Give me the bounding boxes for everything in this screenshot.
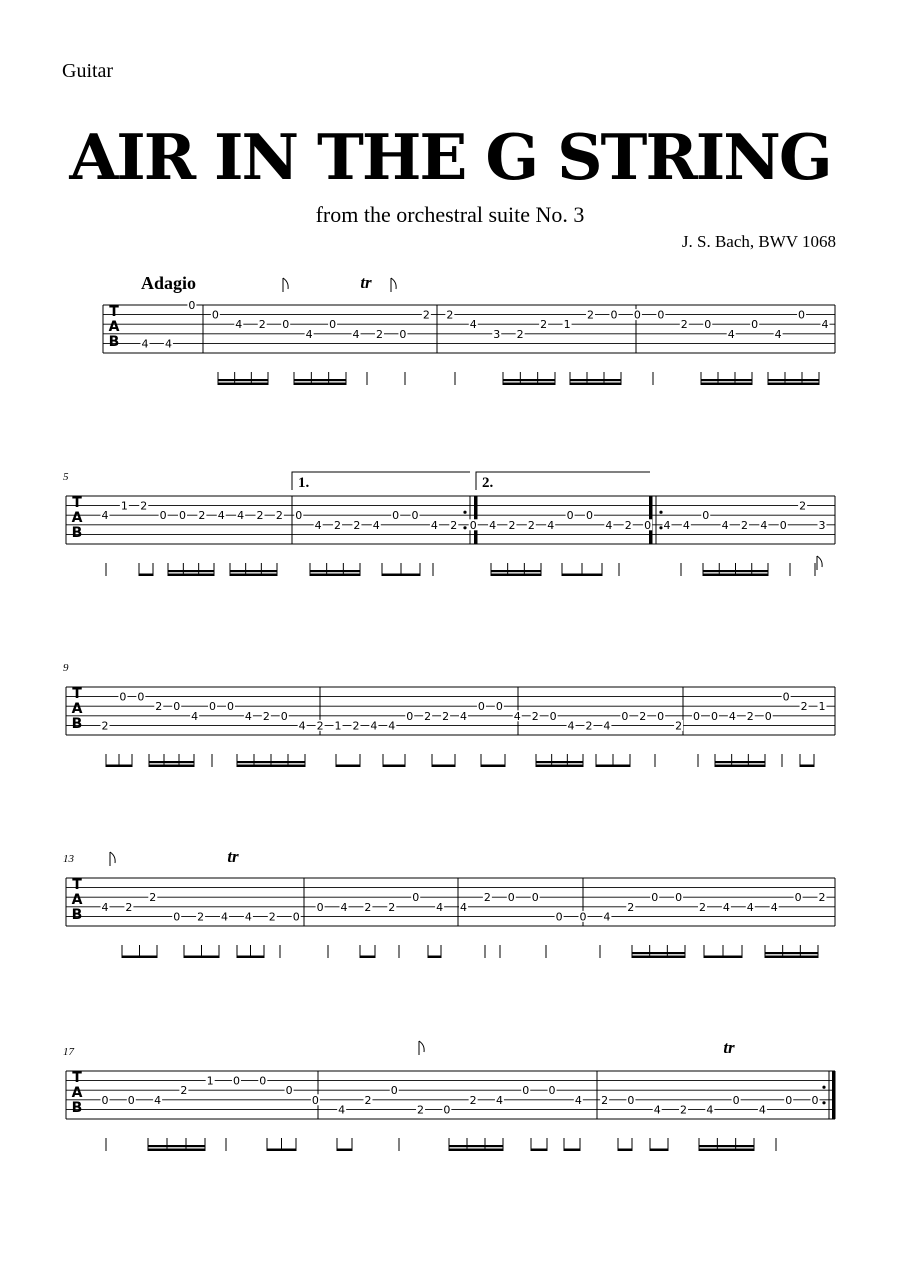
fret-number: 0 <box>610 308 618 322</box>
fret-number: 2 <box>375 327 383 341</box>
fret-number: 4 <box>460 900 467 914</box>
tab-clef-letter: B <box>71 907 83 923</box>
fret-number: 4 <box>770 900 778 914</box>
volta-bracket <box>476 472 650 490</box>
grace-note-flag <box>391 278 396 289</box>
fret-number: 2 <box>353 518 361 532</box>
rhythm-beam <box>267 1149 296 1152</box>
fret-number: 0 <box>411 509 419 523</box>
fret-number: 4 <box>221 910 228 924</box>
fret-number: 4 <box>235 318 243 332</box>
fret-number: 0 <box>693 709 701 723</box>
final-barline-thick <box>832 1071 836 1119</box>
grace-note-flag <box>817 556 822 567</box>
fret-number: 3 <box>818 518 826 532</box>
rhythm-beam <box>503 383 555 386</box>
fret-number: 4 <box>244 709 252 723</box>
tab-system <box>63 471 835 576</box>
rhythm-beam <box>632 952 685 954</box>
fret-number: 0 <box>119 690 127 704</box>
fret-number: 4 <box>370 719 378 733</box>
fret-number: 4 <box>340 900 348 914</box>
fret-number: 4 <box>774 327 782 341</box>
fret-number: 0 <box>782 690 790 704</box>
fret-number: 0 <box>127 1093 135 1107</box>
fret-number: 4 <box>217 509 225 523</box>
fret-number: 0 <box>282 318 290 332</box>
fret-number: 2 <box>450 518 458 532</box>
trill-mark: tr <box>723 1038 735 1057</box>
rhythm-beam <box>650 1149 668 1152</box>
fret-number: 2 <box>275 509 283 523</box>
tab-clef-letter: B <box>71 1100 83 1116</box>
rhythm-beam <box>618 1149 632 1152</box>
piece-subtitle: from the orchestral suite No. 3 <box>315 202 585 227</box>
fret-number: 2 <box>746 709 754 723</box>
fret-number: 0 <box>555 910 563 924</box>
rhythm-beam <box>562 574 602 577</box>
repeat-dot <box>822 1086 825 1089</box>
rhythm-beam <box>703 574 768 577</box>
repeat-dot <box>463 526 466 529</box>
composer-credit: J. S. Bach, BWV 1068 <box>681 232 836 251</box>
fret-number: 2 <box>818 891 826 905</box>
fret-number: 2 <box>531 709 539 723</box>
piece-title: AIR IN THE G STRING <box>69 120 831 194</box>
tab-clef-letter: T <box>72 686 82 702</box>
fret-number: 4 <box>305 327 313 341</box>
tab-clef-letter: T <box>72 495 82 511</box>
fret-number: 0 <box>495 700 503 714</box>
fret-number: 0 <box>566 509 574 523</box>
fret-number: 0 <box>651 891 659 905</box>
fret-number: 2 <box>101 719 109 733</box>
fret-number: 0 <box>522 1084 530 1098</box>
fret-number: 4 <box>682 518 690 532</box>
tab-clef-letter: T <box>109 304 119 320</box>
fret-number: 4 <box>244 910 252 924</box>
rhythm-beam <box>218 383 268 386</box>
rhythm-beam <box>337 1149 352 1152</box>
tab-clef-letter: B <box>108 334 120 350</box>
fret-number: 1 <box>334 719 342 733</box>
rhythm-beam <box>382 574 420 577</box>
fret-number: 0 <box>657 709 665 723</box>
fret-number: 2 <box>639 709 647 723</box>
fret-number: 0 <box>232 1074 240 1088</box>
fret-number: 4 <box>372 518 380 532</box>
fret-number: 0 <box>704 318 712 332</box>
fret-number: 2 <box>388 900 396 914</box>
measure-number: 9 <box>63 662 69 674</box>
tab-system <box>63 1046 836 1151</box>
rhythm-beam <box>449 1145 503 1147</box>
rhythm-beam <box>168 574 214 577</box>
rhythm-beam <box>564 1149 580 1152</box>
fret-number: 4 <box>821 318 829 332</box>
tab-clef-letter: A <box>71 1085 83 1101</box>
tab-system <box>63 853 835 958</box>
fret-number: 4 <box>141 337 149 351</box>
rhythm-beam <box>148 1145 205 1147</box>
fret-number: 0 <box>101 1093 109 1107</box>
fret-number: 4 <box>469 318 477 332</box>
fret-number: 2 <box>422 308 430 322</box>
rhythm-beam <box>336 765 360 768</box>
tab-clef-letter: B <box>71 716 83 732</box>
rhythm-beam <box>237 956 264 959</box>
trill-mark: tr <box>227 847 239 866</box>
fret-number: 0 <box>732 1093 740 1107</box>
fret-number: 4 <box>460 709 467 723</box>
volta-bracket <box>292 472 470 490</box>
fret-number: 0 <box>159 509 167 523</box>
fret-number: 4 <box>706 1103 714 1117</box>
fret-number: 0 <box>390 1084 398 1098</box>
fret-number: 0 <box>280 709 288 723</box>
fret-number: 0 <box>785 1093 793 1107</box>
fret-number: 0 <box>644 518 652 532</box>
rhythm-beam <box>768 383 819 386</box>
fret-number: 0 <box>764 709 772 723</box>
fret-number: 0 <box>285 1084 293 1098</box>
rhythm-beam <box>699 1145 754 1147</box>
fret-number: 0 <box>179 509 187 523</box>
tempo-marking: Adagio <box>141 273 197 293</box>
fret-number: 0 <box>548 1084 556 1098</box>
fret-number: 0 <box>702 509 710 523</box>
rhythm-beam <box>360 956 375 959</box>
fret-number: 0 <box>811 1093 819 1107</box>
fret-number: 4 <box>728 709 736 723</box>
fret-number: 4 <box>164 337 172 351</box>
rhythm-beam <box>701 379 752 381</box>
fret-number: 1 <box>563 318 571 332</box>
rhythm-beam <box>294 383 346 386</box>
tab-clef-letter: A <box>71 510 83 526</box>
rhythm-beam <box>704 956 742 959</box>
fret-number: 2 <box>627 900 635 914</box>
fret-number: 3 <box>493 327 501 341</box>
rhythm-beam <box>800 765 814 768</box>
fret-number: 1 <box>120 499 128 513</box>
fret-number: 2 <box>364 1093 372 1107</box>
fret-number: 4 <box>298 719 306 733</box>
rhythm-beam <box>632 956 685 959</box>
fret-number: 2 <box>483 891 491 905</box>
measure-number: 5 <box>63 471 69 483</box>
rhythm-beam <box>139 574 153 577</box>
grace-note-flag <box>283 278 288 289</box>
fret-number: 0 <box>406 709 414 723</box>
rhythm-beam <box>310 570 360 572</box>
fret-number: 0 <box>531 891 539 905</box>
fret-number: 2 <box>601 1093 609 1107</box>
fret-number: 4 <box>721 518 729 532</box>
fret-number: 4 <box>547 518 555 532</box>
fret-number: 2 <box>699 900 706 914</box>
tab-clef-letter: T <box>72 877 82 893</box>
fret-number: 0 <box>173 700 181 714</box>
fret-number: 4 <box>603 719 611 733</box>
rhythm-beam <box>184 956 219 959</box>
fret-number: 2 <box>624 518 632 532</box>
fret-number: 4 <box>567 719 575 733</box>
repeat-dot <box>659 511 662 514</box>
rhythm-beam <box>237 761 305 763</box>
fret-number: 0 <box>798 308 806 322</box>
fret-number: 2 <box>262 709 270 723</box>
fret-number: 2 <box>675 719 683 733</box>
tab-systems <box>63 273 836 1151</box>
fret-number: 2 <box>527 518 535 532</box>
rhythm-beam <box>765 956 818 959</box>
rhythm-beam <box>122 956 157 959</box>
rhythm-beam <box>106 765 132 768</box>
fret-number: 4 <box>154 1093 162 1107</box>
fret-number: 2 <box>140 499 148 513</box>
volta-label: 1. <box>298 475 310 491</box>
rhythm-beam <box>536 761 583 763</box>
fret-number: 0 <box>329 318 337 332</box>
fret-number: 4 <box>430 518 438 532</box>
fret-number: 4 <box>489 518 497 532</box>
fret-number: 1 <box>818 700 826 714</box>
tab-clef-letter: A <box>71 892 83 908</box>
tab-clef-letter: A <box>71 701 83 717</box>
fret-number: 2 <box>316 719 324 733</box>
rhythm-beam <box>596 765 630 768</box>
rhythm-beam <box>481 765 505 768</box>
instrument-name: Guitar <box>62 60 114 82</box>
fret-number: 2 <box>352 719 360 733</box>
fret-number: 0 <box>295 509 303 523</box>
fret-number: 2 <box>334 518 342 532</box>
fret-number: 4 <box>101 900 109 914</box>
trill-mark: tr <box>360 273 372 292</box>
fret-number: 4 <box>574 1093 582 1107</box>
rhythm-beam <box>310 574 360 577</box>
fret-number: 0 <box>173 910 181 924</box>
rhythm-beam <box>715 765 765 768</box>
fret-number: 2 <box>256 509 264 523</box>
fret-number: 1 <box>206 1074 214 1088</box>
fret-number: 2 <box>540 318 548 332</box>
fret-number: 4 <box>727 327 735 341</box>
fret-number: 2 <box>587 308 595 322</box>
fret-number: 4 <box>388 719 396 733</box>
fret-number: 0 <box>211 308 219 322</box>
fret-number: 2 <box>364 900 372 914</box>
fret-number: 4 <box>513 709 521 723</box>
fret-number: 2 <box>197 910 205 924</box>
fret-number: 4 <box>495 1093 503 1107</box>
fret-number: 4 <box>605 518 613 532</box>
fret-number: 4 <box>722 900 730 914</box>
rhythm-beam <box>570 379 621 381</box>
fret-number: 2 <box>680 318 688 332</box>
grace-note-flag <box>110 852 115 863</box>
tab-clef-letter: B <box>71 525 83 541</box>
rhythm-beam <box>237 765 305 768</box>
rhythm-beam <box>570 383 621 386</box>
rhythm-beam <box>432 765 455 768</box>
tab-clef-letter: T <box>72 1070 82 1086</box>
rhythm-beam <box>218 379 268 381</box>
fret-number: 0 <box>259 1074 267 1088</box>
repeat-dot <box>822 1101 825 1104</box>
fret-number: 0 <box>316 900 324 914</box>
tab-system <box>103 299 835 385</box>
measure-number: 13 <box>63 853 74 865</box>
fret-number: 4 <box>436 900 444 914</box>
rhythm-beam <box>149 765 194 768</box>
fret-number: 4 <box>314 518 322 532</box>
rhythm-beam <box>703 570 768 572</box>
fret-number: 2 <box>180 1084 188 1098</box>
rhythm-beam <box>383 765 405 768</box>
tab-clef-letter: A <box>108 319 120 335</box>
fret-number: 2 <box>149 891 157 905</box>
measure-number: 17 <box>63 1046 74 1058</box>
fret-number: 2 <box>417 1103 425 1117</box>
rhythm-beam <box>149 761 194 763</box>
fret-number: 0 <box>657 308 665 322</box>
fret-number: 4 <box>338 1103 346 1117</box>
fret-number: 2 <box>740 518 748 532</box>
fret-number: 0 <box>399 327 407 341</box>
rhythm-beam <box>765 952 818 954</box>
fret-number: 0 <box>710 709 718 723</box>
fret-number: 4 <box>746 900 754 914</box>
fret-number: 2 <box>800 700 808 714</box>
rhythm-beam <box>491 574 541 577</box>
rhythm-beam <box>168 570 214 572</box>
fret-number: 0 <box>226 700 234 714</box>
fret-number: 0 <box>412 891 420 905</box>
rhythm-beam <box>294 379 346 381</box>
fret-number: 0 <box>633 308 641 322</box>
rhythm-beam <box>531 1149 547 1152</box>
fret-number: 2 <box>268 910 276 924</box>
grace-note-flag <box>419 1041 424 1052</box>
fret-number: 0 <box>188 299 196 312</box>
fret-number: 0 <box>751 318 759 332</box>
fret-number: 2 <box>424 709 432 723</box>
fret-number: 0 <box>585 509 593 523</box>
fret-number: 4 <box>758 1103 766 1117</box>
fret-number: 0 <box>621 709 629 723</box>
fret-number: 0 <box>292 910 300 924</box>
fret-number: 4 <box>352 327 360 341</box>
fret-number: 0 <box>794 891 802 905</box>
fret-number: 0 <box>579 910 587 924</box>
repeat-dot <box>659 526 662 529</box>
fret-number: 2 <box>442 709 450 723</box>
fret-number: 0 <box>675 891 683 905</box>
fret-number: 0 <box>549 709 557 723</box>
fret-number: 4 <box>237 509 245 523</box>
fret-number: 4 <box>101 509 109 523</box>
fret-number: 0 <box>209 700 217 714</box>
fret-number: 4 <box>653 1103 661 1117</box>
rhythm-beam <box>428 956 441 959</box>
fret-number: 2 <box>125 900 133 914</box>
rhythm-beam <box>715 761 765 763</box>
rhythm-beam <box>230 570 277 572</box>
fret-number: 0 <box>469 518 477 532</box>
rhythm-beam <box>230 574 277 577</box>
rhythm-beam <box>449 1149 503 1152</box>
fret-number: 4 <box>191 709 199 723</box>
fret-number: 0 <box>392 509 400 523</box>
fret-number: 0 <box>311 1093 319 1107</box>
fret-number: 0 <box>443 1103 451 1117</box>
fret-number: 2 <box>680 1103 688 1117</box>
fret-number: 2 <box>258 318 266 332</box>
fret-number: 0 <box>137 690 145 704</box>
fret-number: 0 <box>627 1093 635 1107</box>
fret-number: 2 <box>585 719 593 733</box>
rhythm-beam <box>148 1149 205 1152</box>
rhythm-beam <box>536 765 583 768</box>
rhythm-beam <box>491 570 541 572</box>
fret-number: 4 <box>760 518 768 532</box>
rhythm-beam <box>503 379 555 381</box>
volta-label: 2. <box>482 475 494 491</box>
fret-number: 2 <box>469 1093 477 1107</box>
fret-number: 0 <box>507 891 515 905</box>
fret-number: 2 <box>155 700 163 714</box>
rhythm-beam <box>701 383 752 386</box>
rhythm-beam <box>699 1149 754 1152</box>
fret-number: 4 <box>663 518 671 532</box>
fret-number: 2 <box>516 327 524 341</box>
tab-system <box>63 662 835 767</box>
fret-number: 4 <box>603 910 611 924</box>
fret-number: 2 <box>508 518 516 532</box>
rhythm-beam <box>768 379 819 381</box>
fret-number: 2 <box>799 499 807 513</box>
repeat-dot <box>463 511 466 514</box>
fret-number: 0 <box>779 518 787 532</box>
fret-number: 2 <box>446 308 454 322</box>
fret-number: 0 <box>477 700 485 714</box>
fret-number: 2 <box>198 509 206 523</box>
